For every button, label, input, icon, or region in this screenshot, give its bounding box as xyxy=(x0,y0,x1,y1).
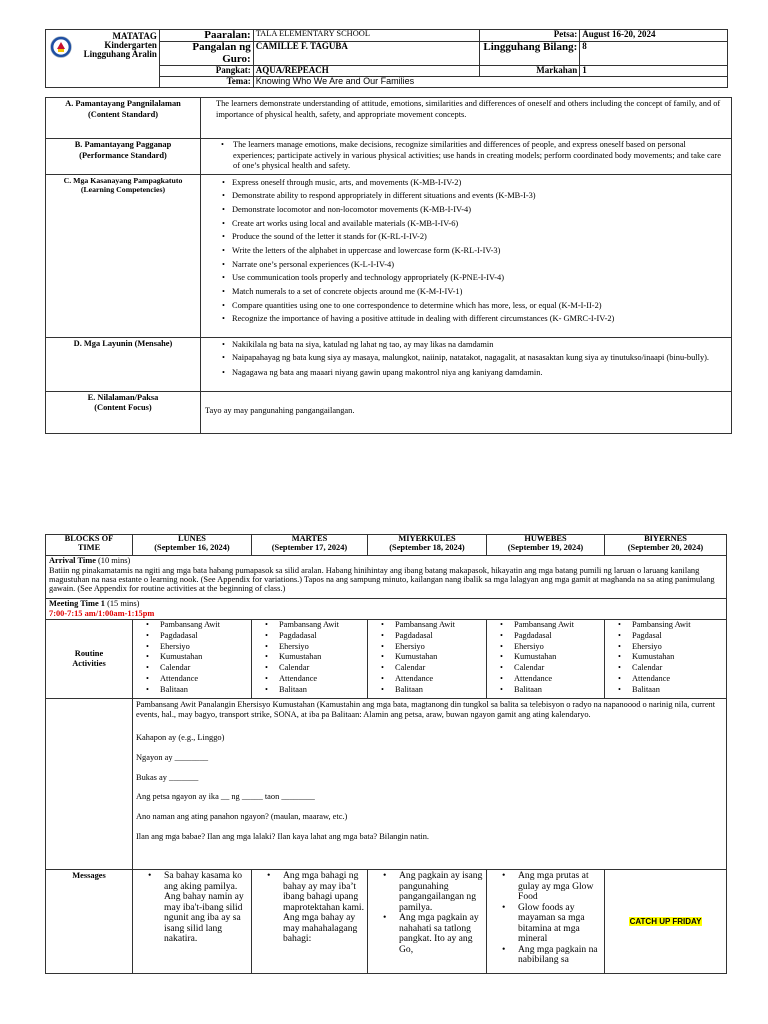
meeting-time-heading xyxy=(49,599,723,609)
competency-item: • Match numerals to a set of concrete objects around me (K-M-I-IV-1) xyxy=(220,287,725,298)
messages-cell-miyerkules xyxy=(368,870,487,974)
routine-item: • Kumustahan xyxy=(148,652,249,663)
day-name: LUNES xyxy=(178,534,206,543)
pangkat-label: Pangkat: xyxy=(159,66,253,77)
meeting-line: Ilan ang mga babae? Ilan ang mga lalaki? Ilan kaya lahat ang mga bata? Bilangin natin. xyxy=(136,831,430,841)
competency-item: • Demonstrate locomotor and non-locomotor movements (K-MB-I-IV-4) xyxy=(220,205,725,216)
program-name: MATATAG xyxy=(112,31,157,41)
routine-list xyxy=(370,620,484,696)
objectives-cell xyxy=(201,337,732,391)
routine-item: • Calendar xyxy=(148,663,249,674)
learning-competencies-list xyxy=(215,178,725,325)
messages-list xyxy=(489,871,602,966)
routine-item: • Pagdadasal xyxy=(267,631,365,642)
performance-standard-label xyxy=(46,139,201,175)
routine-item: • Pagdasal xyxy=(620,631,724,642)
competency-item: • Recognize the importance of having a positive attitude in dealing with different circumstances (K- GMRC-I-IV-2) xyxy=(220,314,725,325)
day-date: (September 19, 2024) xyxy=(507,542,584,552)
day-header-martes xyxy=(252,535,368,556)
routine-item: • Pagdadasal xyxy=(148,631,249,642)
routine-cell-huwebes xyxy=(487,620,605,699)
routine-item: • Balitaan xyxy=(148,685,249,696)
paaralan-value: TALA ELEMENTARY SCHOOL xyxy=(253,30,480,42)
messages-cell-huwebes xyxy=(487,870,605,974)
deped-seal-icon xyxy=(50,36,72,58)
bilang-value: 8 xyxy=(580,42,728,66)
blocks-of-time-header: BLOCKS OF TIME xyxy=(46,535,133,556)
competency-item: • Demonstrate ability to respond appropriately in different situations and events (K-MB-I-3) xyxy=(220,191,725,202)
performance-standard-cell xyxy=(201,139,732,175)
routine-item: • Pambansang Awit xyxy=(502,620,602,631)
meeting-time-blank-cell xyxy=(46,699,133,870)
standards-table xyxy=(45,97,732,434)
messages-list xyxy=(135,871,249,945)
routine-cell-lunes xyxy=(133,620,252,699)
objectives-label: D. Mga Layunin (Mensahe) xyxy=(46,337,201,391)
competency-item: • Create art works using local and available materials (K-MB-I-IV-6) xyxy=(220,219,725,230)
day-name: BIYERNES xyxy=(644,534,687,543)
meeting-line: Kahapon ay (e.g., Linggo) xyxy=(136,733,225,743)
learning-competencies-cell xyxy=(201,174,732,337)
pangkat-value: AQUA/REPEACH xyxy=(253,66,480,77)
routine-item: • Attendance xyxy=(383,674,484,685)
competency-item: • Compare quantities using one to one correspondence to determine which has more, less, or equal (K-M-I-II-2) xyxy=(220,301,725,312)
message-item: • Sa bahay kasama ko ang aking pamilya. Ang bahay namin ay may iba't-ibang silid ngunit ang iba ay sa isang silid lang nakatira. xyxy=(148,871,249,945)
routine-item: • Ehersiyo xyxy=(148,642,249,653)
routine-item: • Attendance xyxy=(267,674,365,685)
routine-item: • Calendar xyxy=(620,663,724,674)
content-focus-text: Tayo ay may pangunahing pangangailangan. xyxy=(201,391,732,433)
content-standard-label xyxy=(46,98,201,139)
day-date: (September 16, 2024) xyxy=(154,542,230,552)
meeting-line: Bukas ay _______ xyxy=(136,772,199,782)
performance-standard-subtitle: (Performance Standard) xyxy=(79,150,167,160)
routine-item: • Balitaan xyxy=(620,685,724,696)
messages-cell-lunes xyxy=(133,870,252,974)
performance-standard-text: • The learners manage emotions, make decisions, recognize similarities and differences of people, and express oneself based on personal experiences; participate actively in various physical activities; use hands in creating models; perform coordinated body movements; and take care of one’s physical health and safety. xyxy=(219,140,725,172)
message-item: • Ang mga pagkain ay nahahati sa tatlong pangkat. Ito ay ang Go, xyxy=(383,913,484,955)
performance-standard-title: B. Pamantayang Pagganap xyxy=(74,140,172,149)
routine-list xyxy=(489,620,602,696)
messages-wrap xyxy=(489,871,602,973)
message-item: • Ang pagkain ay isang pangunahing pangangailangan ng pamilya. xyxy=(383,871,484,913)
routine-list xyxy=(135,620,249,696)
arrival-time-label: Arrival Time xyxy=(49,556,96,565)
arrival-time-duration: (10 mins) xyxy=(95,556,131,565)
routine-item: • Calendar xyxy=(502,663,602,674)
schedule-table xyxy=(45,534,727,974)
routine-item: • Ehersiyo xyxy=(267,642,365,653)
content-standard-title: A. Pamantayang Pangnilalaman xyxy=(65,99,181,108)
day-date: (September 17, 2024) xyxy=(271,542,348,552)
competency-item: • Write the letters of the alphabet in uppercase and lowercase form (K-RL-I-IV-3) xyxy=(220,246,725,257)
day-header-biyernes xyxy=(605,535,727,556)
messages-cell-biyernes xyxy=(605,870,727,974)
routine-item: • Pambansing Awit xyxy=(620,620,724,631)
content-focus-title: E. Nilalaman/Paksa xyxy=(87,392,159,402)
petsa-label: Petsa: xyxy=(480,30,580,42)
meeting-time-cell xyxy=(46,599,727,620)
competency-item: • Express oneself through music, arts, and movements (K-MB-I-IV-2) xyxy=(220,178,725,189)
routine-item: • Kumustahan xyxy=(383,652,484,663)
routine-list xyxy=(607,620,724,696)
day-header-lunes xyxy=(133,535,252,556)
messages-wrap xyxy=(254,871,365,973)
catch-up-friday-label: CATCH UP FRIDAY xyxy=(629,916,702,926)
routine-item: • Pambansang Awit xyxy=(267,620,365,631)
routine-item: • Pambansang Awit xyxy=(383,620,484,631)
routine-item: • Ehersiyo xyxy=(502,642,602,653)
day-header-huwebes xyxy=(487,535,605,556)
objective-item: • Nakikilala ng bata na siya, katulad ng lahat ng tao, ay may likas na damdamin xyxy=(220,340,725,351)
messages-wrap xyxy=(135,871,249,973)
routine-item: • Attendance xyxy=(620,674,724,685)
routine-activities-label: Routine Activities xyxy=(46,620,133,699)
markahan-value: 1 xyxy=(580,66,728,77)
messages-wrap xyxy=(370,871,484,973)
routine-item: • Kumustahan xyxy=(620,652,724,663)
day-name: MARTES xyxy=(291,534,328,543)
arrival-time-cell xyxy=(46,556,727,599)
messages-cell-martes xyxy=(252,870,368,974)
objective-item: • Naipapahayag ng bata kung siya ay masaya, malungkot, naiinip, natatakot, nagagalit, at nasasaktan kung siya ay tinutukso/inaapi (binu-bully). xyxy=(220,353,725,364)
message-item: • Ang mga prutas at gulay ay mga Glow Food xyxy=(502,871,602,903)
routine-item: • Calendar xyxy=(383,663,484,674)
bilang-label: Lingguhang Bilang: xyxy=(480,42,580,66)
document-type: Lingguhang Aralin xyxy=(83,49,157,60)
day-name: HUWEBES xyxy=(524,534,567,543)
header-table xyxy=(45,29,728,88)
messages-list xyxy=(254,871,365,945)
competency-item: • Produce the sound of the letter it stands for (K-RL-I-IV-2) xyxy=(220,232,725,243)
meeting-line: Ano naman ang ating panahon ngayon? (maulan, maaraw, etc.) xyxy=(136,811,348,821)
message-item: • Ang mga pagkain na nabibilang sa xyxy=(502,945,602,966)
content-focus-label xyxy=(46,391,201,433)
routine-item: • Balitaan xyxy=(502,685,602,696)
routine-item: • Ehersiyo xyxy=(620,642,724,653)
routine-item: • Balitaan xyxy=(383,685,484,696)
routine-item: • Kumustahan xyxy=(502,652,602,663)
school-brand-cell xyxy=(46,30,160,88)
routine-item: • Pagdadasal xyxy=(502,631,602,642)
grade-level: Kindergarten xyxy=(104,40,157,50)
message-item: • Glow foods ay mayaman sa mga bitamina at mga mineral xyxy=(502,903,602,945)
arrival-time-text: Batiin ng pinakamatamis na ngiti ang mga bata habang pumapasok sa silid aralan. Habang hinihintay ang ibang batang makapasok, hikayatin ang mga batang pumili ng laruan o laruang kanilang magustuhan na nasa estante o learning nook. (See Appendix for variations.) Tapos na ang sampung minuto, kailangan nang ibalik sa mga lalagyan ang mga gamit at maghanda na sa ating panimulang gawain. (See Appendix for routine activities at the beginning of class.) xyxy=(49,565,715,594)
paaralan-label: Paaralan: xyxy=(159,30,253,42)
routine-item: • Attendance xyxy=(148,674,249,685)
competency-item: • Use communication tools properly and technology appropriately (K-PNE-I-IV-4) xyxy=(220,273,725,284)
content-standard-subtitle: (Content Standard) xyxy=(87,109,159,119)
objectives-list xyxy=(215,340,725,379)
routine-item: • Attendance xyxy=(502,674,602,685)
markahan-label: Markahan xyxy=(480,66,580,77)
routine-list xyxy=(254,620,365,696)
meeting-time-label: Meeting Time 1 xyxy=(49,599,105,608)
learning-competencies-label xyxy=(46,174,201,337)
routine-cell-martes xyxy=(252,620,368,699)
meeting-time-duration: (15 mins) xyxy=(104,599,140,608)
day-date: (September 20, 2024) xyxy=(627,542,704,552)
petsa-value: August 16-20, 2024 xyxy=(580,30,728,42)
routine-item: • Balitaan xyxy=(267,685,365,696)
guro-value: CAMILLE F. TAGUBA xyxy=(253,42,480,66)
guro-label: Pangalan ng Guro: xyxy=(159,42,253,66)
learning-competencies-title: C. Mga Kasanayang Pampagkatuto xyxy=(63,175,183,185)
day-name: MIYERKULES xyxy=(398,534,456,543)
routine-item: • Pagdadasal xyxy=(383,631,484,642)
day-header-miyerkules xyxy=(368,535,487,556)
objective-item: • Nagagawa ng bata ang maaari niyang gawin upang makontrol niya ang kaniyang damdamin. xyxy=(220,368,725,379)
content-standard-text: The learners demonstrate understanding of attitude, emotions, similarities and differences of oneself and others including the concept of family, and of importance of physical health, safety, and appropriate movement concepts. xyxy=(201,98,732,139)
routine-cell-miyerkules xyxy=(368,620,487,699)
arrival-time-heading xyxy=(49,556,723,566)
routine-item: • Ehersiyo xyxy=(383,642,484,653)
meeting-time-lines xyxy=(136,733,722,841)
meeting-line: Ngayon ay ________ xyxy=(136,752,209,762)
tema-label: Tema: xyxy=(159,77,253,88)
learning-competencies-subtitle: (Learning Competencies) xyxy=(80,185,166,195)
messages-label: Messages xyxy=(46,870,133,974)
competency-item: • Narrate one’s personal experiences (K-L-I-IV-4) xyxy=(220,260,725,271)
meeting-time-details xyxy=(133,699,727,870)
routine-item: • Kumustahan xyxy=(267,652,365,663)
messages-list xyxy=(370,871,484,955)
meeting-time-paragraph: Pambansang Awit Panalangin Ehersisyo Kumustahan (Kamustahin ang mga bata, magtanong din tungkol sa balita sa telebisyon o radyo na napanoood o narinig nila, current events, hal., may bagyo, transport strike, SONA, at iba pa Balitaan: Alamin ang petsa, araw, buwan ngayon gamit ang ating kalendaryo. xyxy=(136,700,716,719)
message-item: • Ang mga bahagi ng bahay ay may iba’t ibang bahagi upang maprotektahan kami. Ang mga bahay ay may mahahalagang bahagi: xyxy=(267,871,365,945)
meeting-line: Ang petsa ngayon ay ika __ ng _____ taon ________ xyxy=(136,792,315,802)
routine-item: • Pambansang Awit xyxy=(148,620,249,631)
content-focus-subtitle: (Content Focus) xyxy=(94,403,152,412)
tema-value: Knowing Who We Are and Our Families xyxy=(253,77,727,88)
routine-cell-biyernes xyxy=(605,620,727,699)
meeting-time-schedule: 7:00-7:15 am/1:00am-1:15pm xyxy=(49,608,155,618)
routine-item: • Calendar xyxy=(267,663,365,674)
day-date: (September 18, 2024) xyxy=(389,542,465,552)
